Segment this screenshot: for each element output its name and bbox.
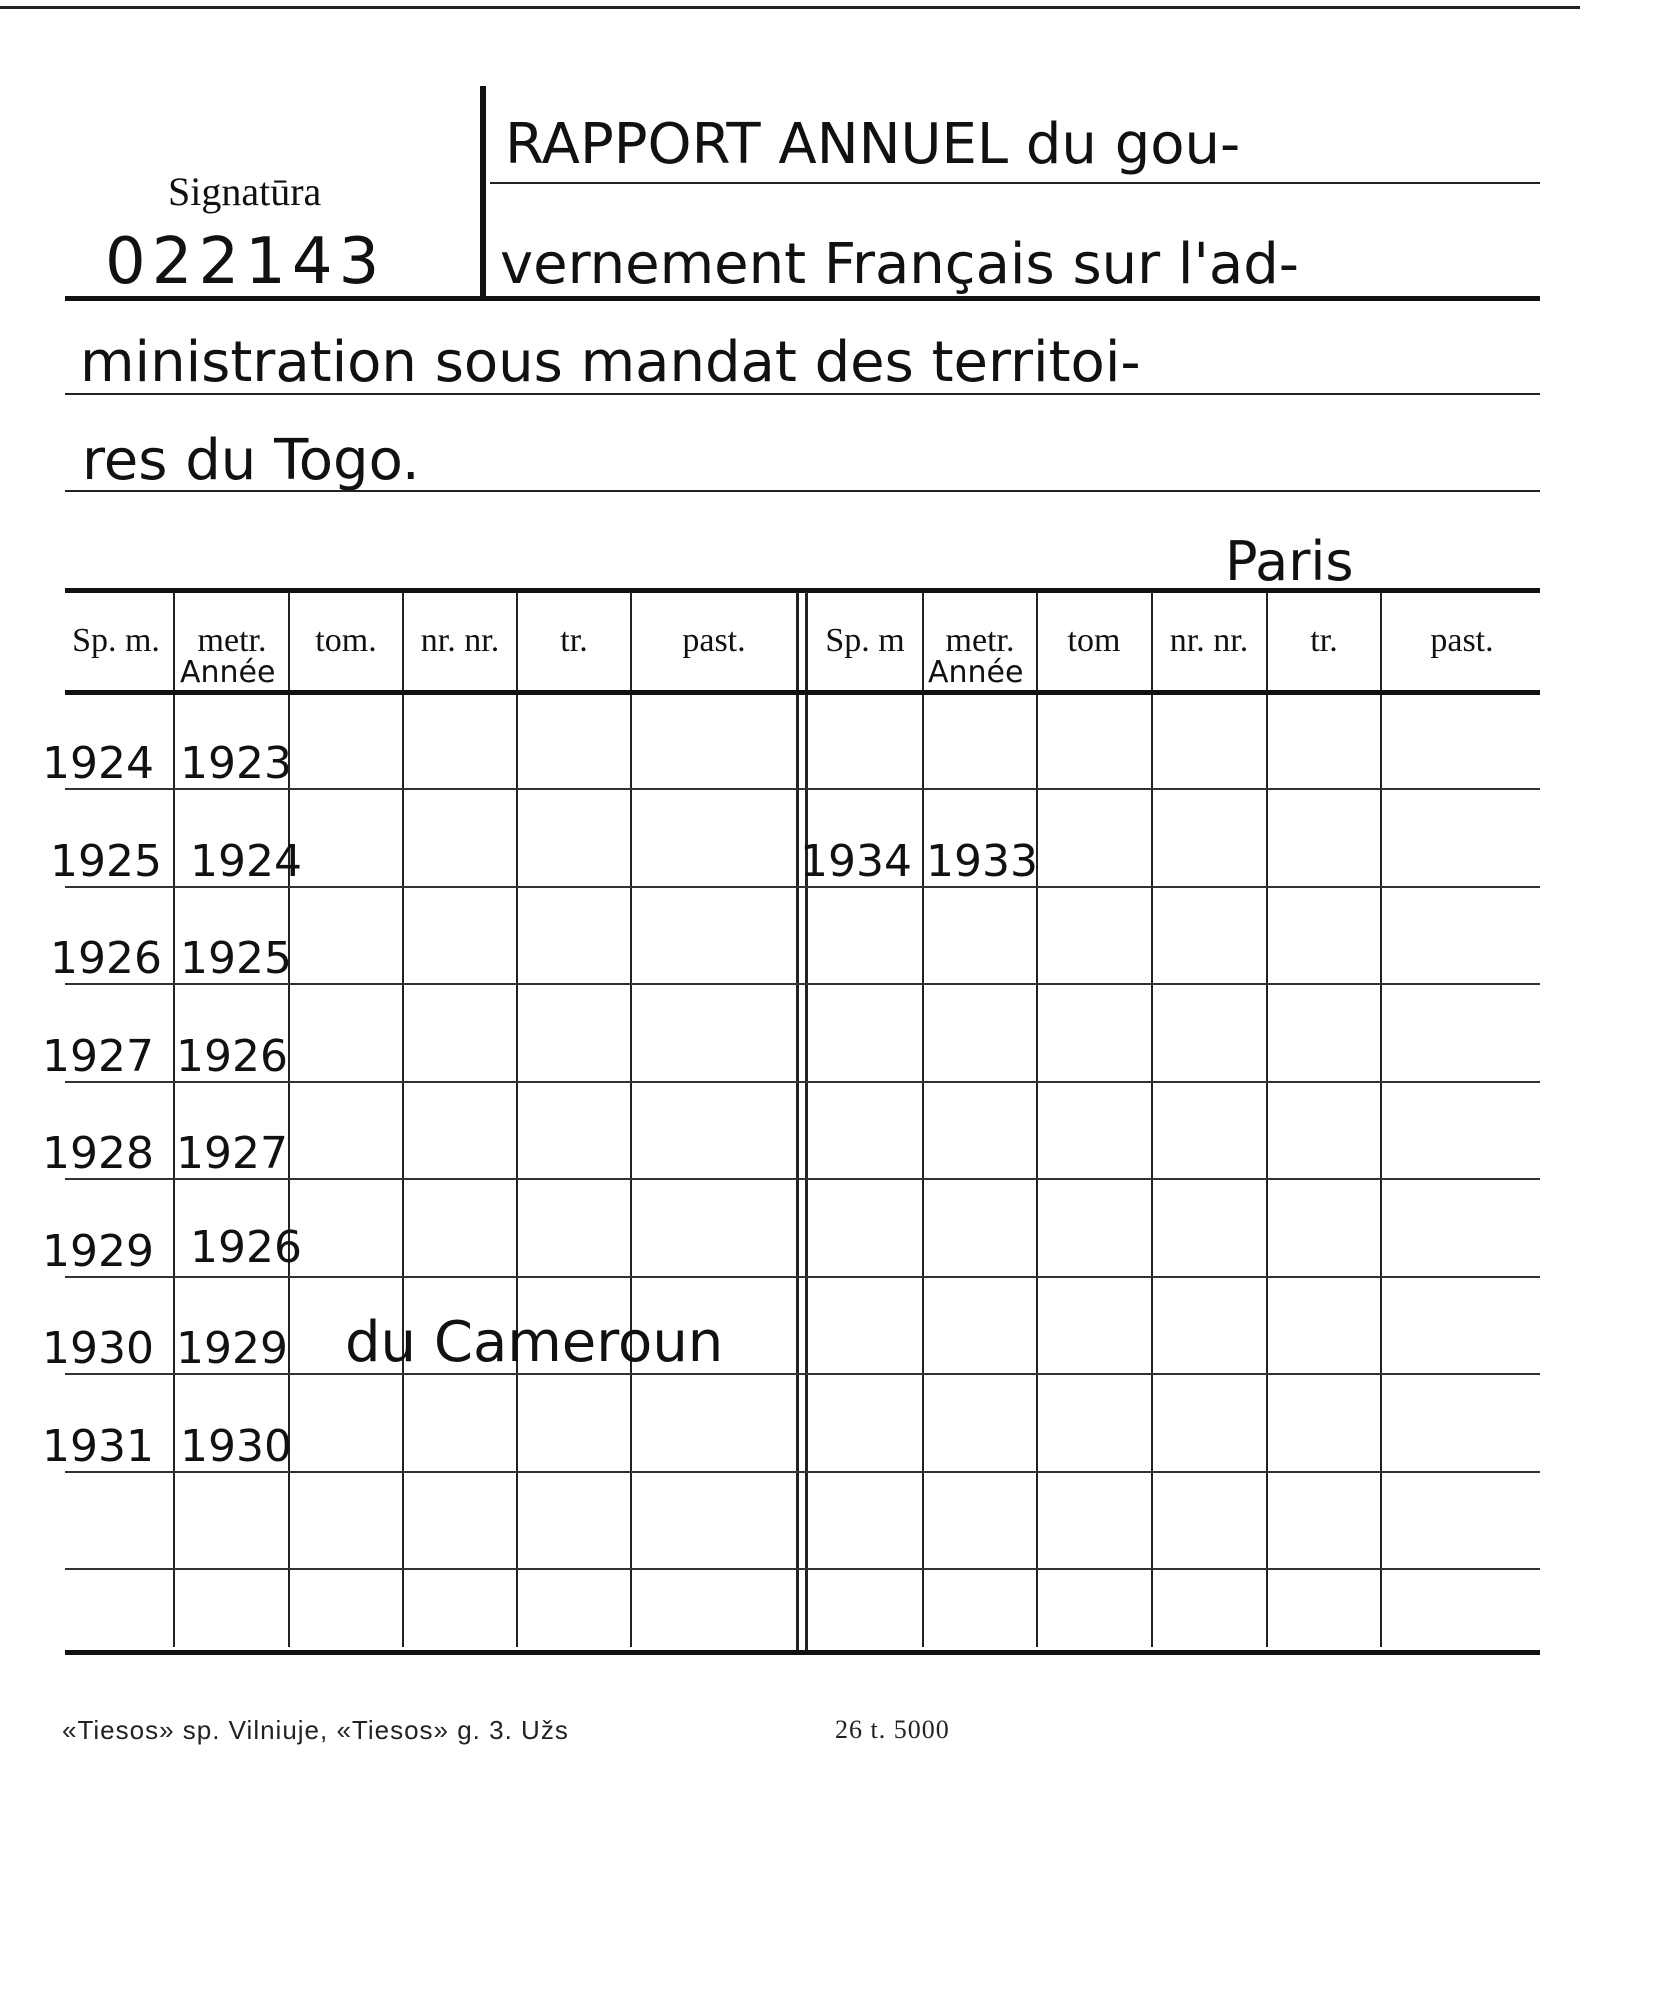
row-7-annee: 1929 bbox=[176, 1323, 288, 1374]
print-run: 26 t. 5000 bbox=[835, 1715, 950, 1744]
header-metr-left: metr. bbox=[197, 622, 267, 659]
row-8-spm: 1931 bbox=[42, 1421, 154, 1472]
header-nrnr-right: nr. nr. bbox=[1169, 622, 1249, 659]
signature-number: 022143 bbox=[105, 225, 386, 299]
title-line-1: RAPPORT ANNUEL du gou- bbox=[505, 112, 1241, 177]
col-line bbox=[1036, 592, 1038, 1647]
title-rule-4 bbox=[65, 490, 1540, 492]
right-row-2-annee: 1933 bbox=[926, 836, 1038, 887]
row-3-annee: 1925 bbox=[180, 933, 292, 984]
signature-divider bbox=[480, 86, 486, 296]
title-line-4: res du Togo. bbox=[82, 428, 420, 493]
header-annee-left: Année bbox=[180, 655, 276, 690]
row-5-annee: 1927 bbox=[176, 1128, 288, 1179]
row-line bbox=[65, 1276, 1540, 1278]
center-line bbox=[805, 592, 808, 1652]
header-past-left: past. bbox=[682, 622, 746, 659]
col-line bbox=[1151, 592, 1153, 1647]
header-nrnr-left: nr. nr. bbox=[420, 622, 500, 659]
row-6-spm: 1929 bbox=[42, 1226, 154, 1277]
header-annee-right: Année bbox=[928, 655, 1024, 690]
printer-imprint: «Tiesos» sp. Vilniuje, «Tiesos» g. 3. Užs bbox=[62, 1715, 569, 1745]
header-metr-right: metr. bbox=[945, 622, 1015, 659]
header-past-right: past. bbox=[1430, 622, 1494, 659]
col-line bbox=[1380, 592, 1382, 1647]
place: Paris bbox=[1225, 530, 1354, 593]
row-4-annee: 1926 bbox=[176, 1031, 288, 1082]
row-6-annee: 1926 bbox=[190, 1222, 302, 1273]
col-line bbox=[173, 592, 175, 1647]
row-1-spm: 1924 bbox=[42, 738, 154, 789]
col-line bbox=[922, 592, 924, 1647]
header-tom-right: tom bbox=[1067, 622, 1121, 659]
col-line bbox=[630, 592, 632, 1647]
title-line-3: ministration sous mandat des territoi- bbox=[80, 330, 1141, 395]
title-line-2: vernement Français sur l'ad- bbox=[500, 232, 1299, 297]
row-8-annee: 1930 bbox=[180, 1421, 292, 1472]
col-line bbox=[516, 592, 518, 1647]
header-sp-m-left: Sp. m. bbox=[72, 622, 160, 659]
card-top-edge bbox=[0, 6, 1580, 15]
signature-label: Signatūra bbox=[168, 169, 322, 214]
row-1-annee: 1923 bbox=[180, 738, 292, 789]
center-line bbox=[796, 592, 799, 1652]
header-sp-m-right: Sp. m bbox=[825, 622, 905, 659]
right-row-2-spm: 1934 bbox=[800, 836, 912, 887]
col-line bbox=[1266, 592, 1268, 1647]
row-7-spm: 1930 bbox=[42, 1323, 154, 1374]
header-tom-left: tom. bbox=[315, 622, 377, 659]
table-top-rule bbox=[65, 588, 1540, 593]
row-4-spm: 1927 bbox=[42, 1031, 154, 1082]
row-5-spm: 1928 bbox=[42, 1128, 154, 1179]
header-tr-left: tr. bbox=[560, 622, 588, 659]
row-3-spm: 1926 bbox=[50, 933, 162, 984]
row-line bbox=[65, 1568, 1540, 1570]
row-2-spm: 1925 bbox=[50, 836, 162, 887]
title-rule-1 bbox=[490, 182, 1540, 184]
title-rule-2 bbox=[65, 296, 1540, 301]
header-rule bbox=[65, 690, 1540, 695]
table-bottom-rule bbox=[65, 1650, 1540, 1655]
title-rule-3 bbox=[65, 393, 1540, 395]
col-line bbox=[402, 592, 404, 1647]
row-7-note: du Cameroun bbox=[345, 1310, 724, 1375]
header-tr-right: tr. bbox=[1310, 622, 1338, 659]
row-2-annee: 1924 bbox=[190, 836, 302, 887]
